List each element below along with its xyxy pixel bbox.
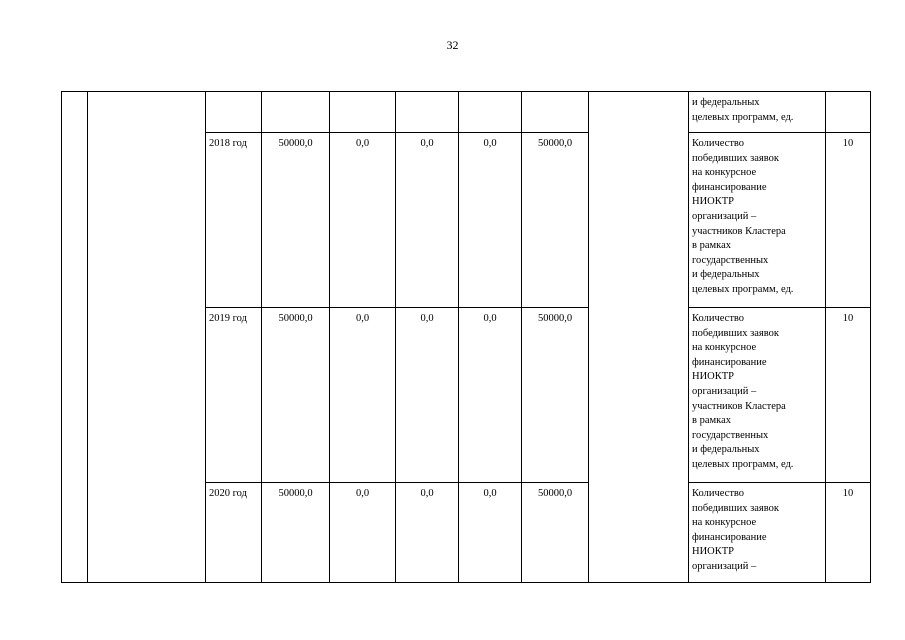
value-total: 50000,0 [262, 308, 330, 483]
value-federal: 0,0 [330, 133, 396, 308]
value-regional: 0,0 [396, 308, 459, 483]
year-cell: 2020 год [206, 483, 262, 583]
indicator-line: целевых программ, ед. [692, 111, 794, 123]
value-regional: 0,0 [396, 483, 459, 583]
value-total: 50000,0 [262, 133, 330, 308]
indicator-line: на конкурсное [692, 517, 757, 529]
indicator-line: целевых программ, ед. [692, 458, 794, 470]
indicator-line: на конкурсное [692, 342, 757, 354]
indicator-line: и федеральных [692, 444, 760, 456]
value-federal: 0,0 [330, 308, 396, 483]
number-cell [62, 92, 88, 583]
indicator-line: участников Кластера [692, 225, 786, 237]
indicator-cell [689, 92, 826, 133]
indicator-line: организаций – [692, 560, 757, 572]
target-cell: 10 [826, 483, 871, 583]
indicator-line: организаций – [692, 385, 757, 397]
indicator-cell [689, 308, 826, 483]
page-number: 32 [446, 38, 459, 52]
indicator-line: на конкурсное [692, 167, 757, 179]
indicator-line: победивших заявок [692, 152, 779, 164]
indicator-line: Количество [692, 488, 745, 499]
value-extrabudget: 50000,0 [522, 483, 589, 583]
indicator-line: в рамках [692, 240, 731, 252]
indicator-line: государственных [692, 254, 769, 266]
indicator-line: и федеральных [692, 269, 760, 281]
year-cell [206, 92, 262, 133]
indicator-line: финансирование [692, 531, 767, 543]
value-local: 0,0 [459, 483, 522, 583]
value-extrabudget: 50000,0 [522, 308, 589, 483]
indicator-line: победивших заявок [692, 502, 779, 514]
indicator-line: финансирование [692, 181, 767, 193]
year-cell: 2018 год [206, 133, 262, 308]
indicator-line: Количество [692, 313, 745, 324]
program-table [61, 91, 871, 583]
indicator-line: победивших заявок [692, 327, 779, 339]
value-cell [396, 92, 459, 133]
indicator-line: в рамках [692, 415, 731, 427]
indicator-line: и федеральных [692, 97, 760, 108]
indicator-line: Количество [692, 138, 745, 149]
target-cell: 10 [826, 133, 871, 308]
value-cell [330, 92, 396, 133]
indicator-line: государственных [692, 429, 769, 441]
value-local: 0,0 [459, 133, 522, 308]
indicator-line: НИОКТР [692, 546, 735, 558]
value-extrabudget: 50000,0 [522, 133, 589, 308]
value-regional: 0,0 [396, 133, 459, 308]
value-cell [262, 92, 330, 133]
indicator-line: НИОКТР [692, 371, 735, 383]
indicator-line: участников Кластера [692, 400, 786, 412]
table-row-continuation [62, 92, 871, 133]
activity-cell [88, 92, 206, 583]
executor-cell [589, 92, 689, 583]
indicator-line: финансирование [692, 356, 767, 368]
year-cell: 2019 год [206, 308, 262, 483]
value-federal: 0,0 [330, 483, 396, 583]
target-cell: 10 [826, 308, 871, 483]
value-cell [522, 92, 589, 133]
indicator-line: целевых программ, ед. [692, 283, 794, 295]
indicator-line: НИОКТР [692, 196, 735, 208]
value-cell [459, 92, 522, 133]
value-local: 0,0 [459, 308, 522, 483]
indicator-line: организаций – [692, 210, 757, 222]
indicator-cell [689, 133, 826, 308]
target-cell [826, 92, 871, 133]
indicator-cell [689, 483, 826, 583]
value-total: 50000,0 [262, 483, 330, 583]
